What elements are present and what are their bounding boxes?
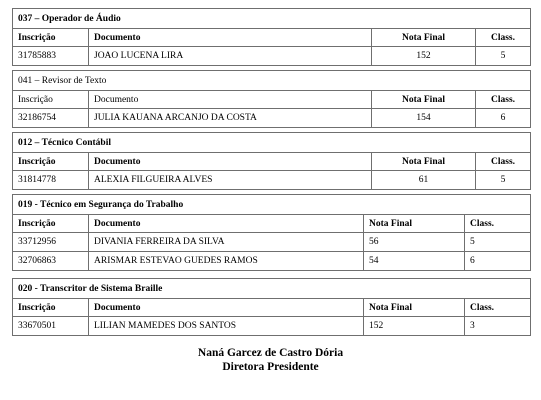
cell-documento: DIVANIA FERREIRA DA SILVA — [89, 233, 364, 252]
table-row — [13, 252, 531, 271]
cell-class: 5 — [476, 47, 531, 66]
header-documento: Documento — [89, 153, 372, 171]
table-row — [13, 109, 531, 128]
cell-inscricao: 33670501 — [13, 317, 89, 336]
header-class: Class. — [465, 299, 531, 317]
header-nota-final: Nota Final — [372, 29, 476, 47]
signatory-role: Diretora Presidente — [222, 361, 319, 373]
header-inscricao: Inscrição — [13, 215, 89, 233]
table-row — [13, 233, 531, 252]
section-operador-audio — [12, 8, 531, 66]
header-documento: Documento — [89, 299, 364, 317]
header-inscricao: Inscrição — [13, 29, 89, 47]
header-class: Class. — [465, 215, 531, 233]
table-row — [13, 171, 531, 190]
header-inscricao: Inscrição — [13, 91, 89, 109]
header-inscricao: Inscrição — [13, 299, 89, 317]
cell-documento: ARISMAR ESTEVAO GUEDES RAMOS — [89, 252, 364, 271]
cell-nota-final: 152 — [364, 317, 465, 336]
cell-class: 6 — [465, 252, 531, 271]
cell-nota-final: 152 — [372, 47, 476, 66]
cell-documento: ALEXIA FILGUEIRA ALVES — [89, 171, 372, 190]
section-seguranca-trabalho — [12, 194, 531, 271]
header-nota-final: Nota Final — [364, 299, 465, 317]
cell-inscricao: 32706863 — [13, 252, 89, 271]
header-class: Class. — [476, 29, 531, 47]
section-title: 012 – Técnico Contábil — [13, 133, 531, 153]
section-tecnico-contabil — [12, 132, 531, 190]
section-revisor-texto — [12, 70, 531, 128]
cell-inscricao: 32186754 — [13, 109, 89, 128]
cell-inscricao: 33712956 — [13, 233, 89, 252]
table-row — [13, 317, 531, 336]
section-title: 041 – Revisor de Texto — [13, 71, 531, 91]
cell-inscricao: 31814778 — [13, 171, 89, 190]
cell-inscricao: 31785883 — [13, 47, 89, 66]
cell-class: 5 — [476, 171, 531, 190]
header-nota-final: Nota Final — [372, 91, 476, 109]
header-class: Class. — [476, 91, 531, 109]
cell-nota-final: 61 — [372, 171, 476, 190]
header-documento: Documento — [89, 91, 372, 109]
cell-documento: LILIAN MAMEDES DOS SANTOS — [89, 317, 364, 336]
section-title: 020 - Transcritor de Sistema Braille — [13, 279, 531, 299]
header-inscricao: Inscrição — [13, 153, 89, 171]
cell-nota-final: 54 — [364, 252, 465, 271]
cell-class: 6 — [476, 109, 531, 128]
cell-class: 5 — [465, 233, 531, 252]
signatory-name: Naná Garcez de Castro Dória — [197, 347, 344, 359]
cell-class: 3 — [465, 317, 531, 336]
cell-nota-final: 154 — [372, 109, 476, 128]
cell-documento: JULIA KAUANA ARCANJO DA COSTA — [89, 109, 372, 128]
header-nota-final: Nota Final — [372, 153, 476, 171]
section-transcritor-braille — [12, 278, 531, 336]
header-class: Class. — [476, 153, 531, 171]
cell-nota-final: 56 — [364, 233, 465, 252]
section-title: 037 – Operador de Áudio — [13, 9, 531, 29]
section-title: 019 - Técnico em Segurança do Trabalho — [13, 195, 531, 215]
signature-block — [0, 346, 541, 374]
header-documento: Documento — [89, 29, 372, 47]
cell-documento: JOAO LUCENA LIRA — [89, 47, 372, 66]
header-nota-final: Nota Final — [364, 215, 465, 233]
header-documento: Documento — [89, 215, 364, 233]
table-row — [13, 47, 531, 66]
